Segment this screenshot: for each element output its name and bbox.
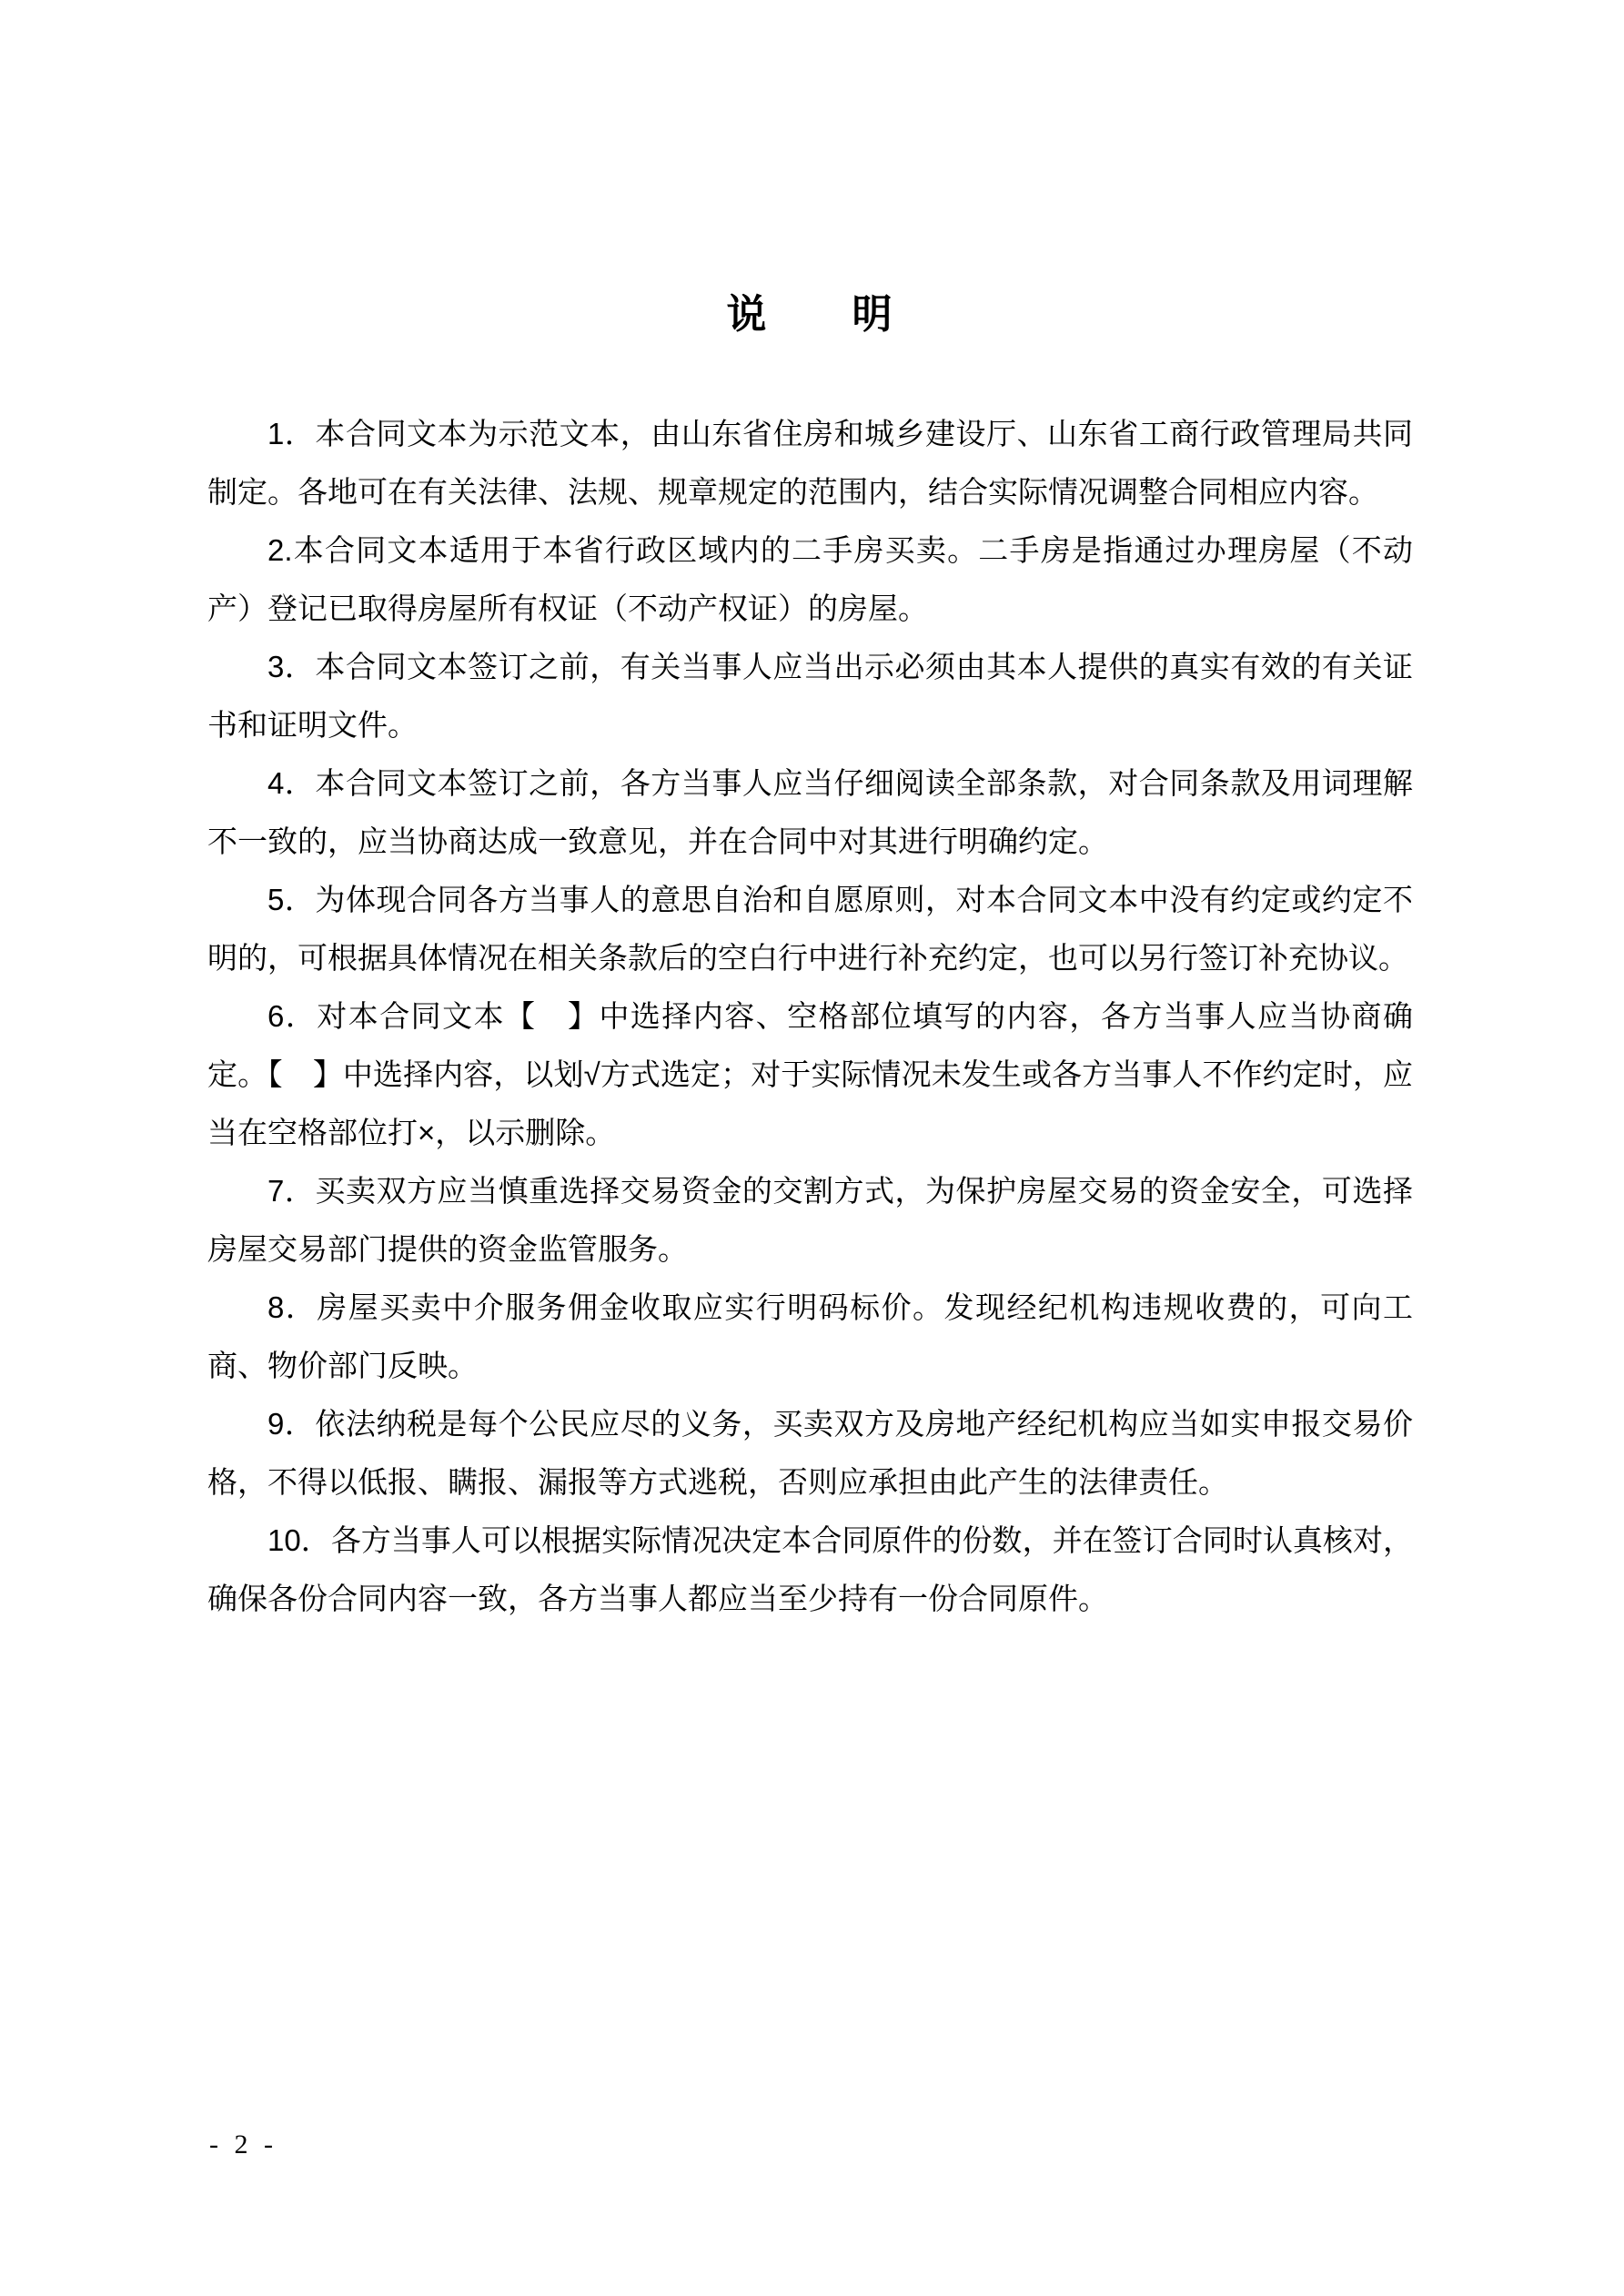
page-title: 说 明 — [726, 292, 894, 337]
paragraph: 2.本合同文本适用于本省行政区域内的二手房买卖。二手房是指通过办理房屋（不动产）登记已取得房屋所有权证（不动产权证）的房屋。 — [207, 533, 1413, 625]
paragraph: 6．对本合同文本【 】中选择内容、空格部位填写的内容，各方当事人应当协商确定。【 】中选择内容，以划√方式选定；对于实际情况未发生或各方当事人不作约定时，应当在空格部位打×，以示删除。 — [207, 999, 1413, 1149]
paragraph: 10．各方当事人可以根据实际情况决定本合同原件的份数，并在签订合同时认真核对，确保各份合同内容一致，各方当事人都应当至少持有一份合同原件。 — [207, 1523, 1413, 1615]
paragraph: 8．房屋买卖中介服务佣金收取应实行明码标价。发现经纪机构违规收费的，可向工商、物价部门反映。 — [207, 1290, 1413, 1382]
paragraph: 9．依法纳税是每个公民应尽的义务，买卖双方及房地产经纪机构应当如实申报交易价格，不得以低报、瞒报、漏报等方式逃税，否则应承担由此产生的法律责任。 — [207, 1407, 1413, 1499]
paragraph: 4．本合同文本签订之前，各方当事人应当仔细阅读全部条款，对合同条款及用词理解不一致的，应当协商达成一致意见，并在合同中对其进行明确约定。 — [207, 766, 1413, 858]
paragraph: 1．本合同文本为示范文本，由山东省住房和城乡建设厅、山东省工商行政管理局共同制定。各地可在有关法律、法规、规章规定的范围内，结合实际情况调整合同相应内容。 — [207, 417, 1413, 509]
page-number: - 2 - — [209, 2129, 277, 2159]
paragraph: 5．为体现合同各方当事人的意思自治和自愿原则，对本合同文本中没有约定或约定不明的，可根据具体情况在相关条款后的空白行中进行补充约定，也可以另行签订补充协议。 — [207, 883, 1413, 975]
paragraph: 3．本合同文本签订之前，有关当事人应当出示必须由其本人提供的真实有效的有关证书和证明文件。 — [207, 650, 1413, 742]
paragraph-list — [207, 405, 1413, 1628]
paragraph: 7．买卖双方应当慎重选择交易资金的交割方式，为保护房屋交易的资金安全，可选择房屋交易部门提供的资金监管服务。 — [207, 1174, 1413, 1266]
